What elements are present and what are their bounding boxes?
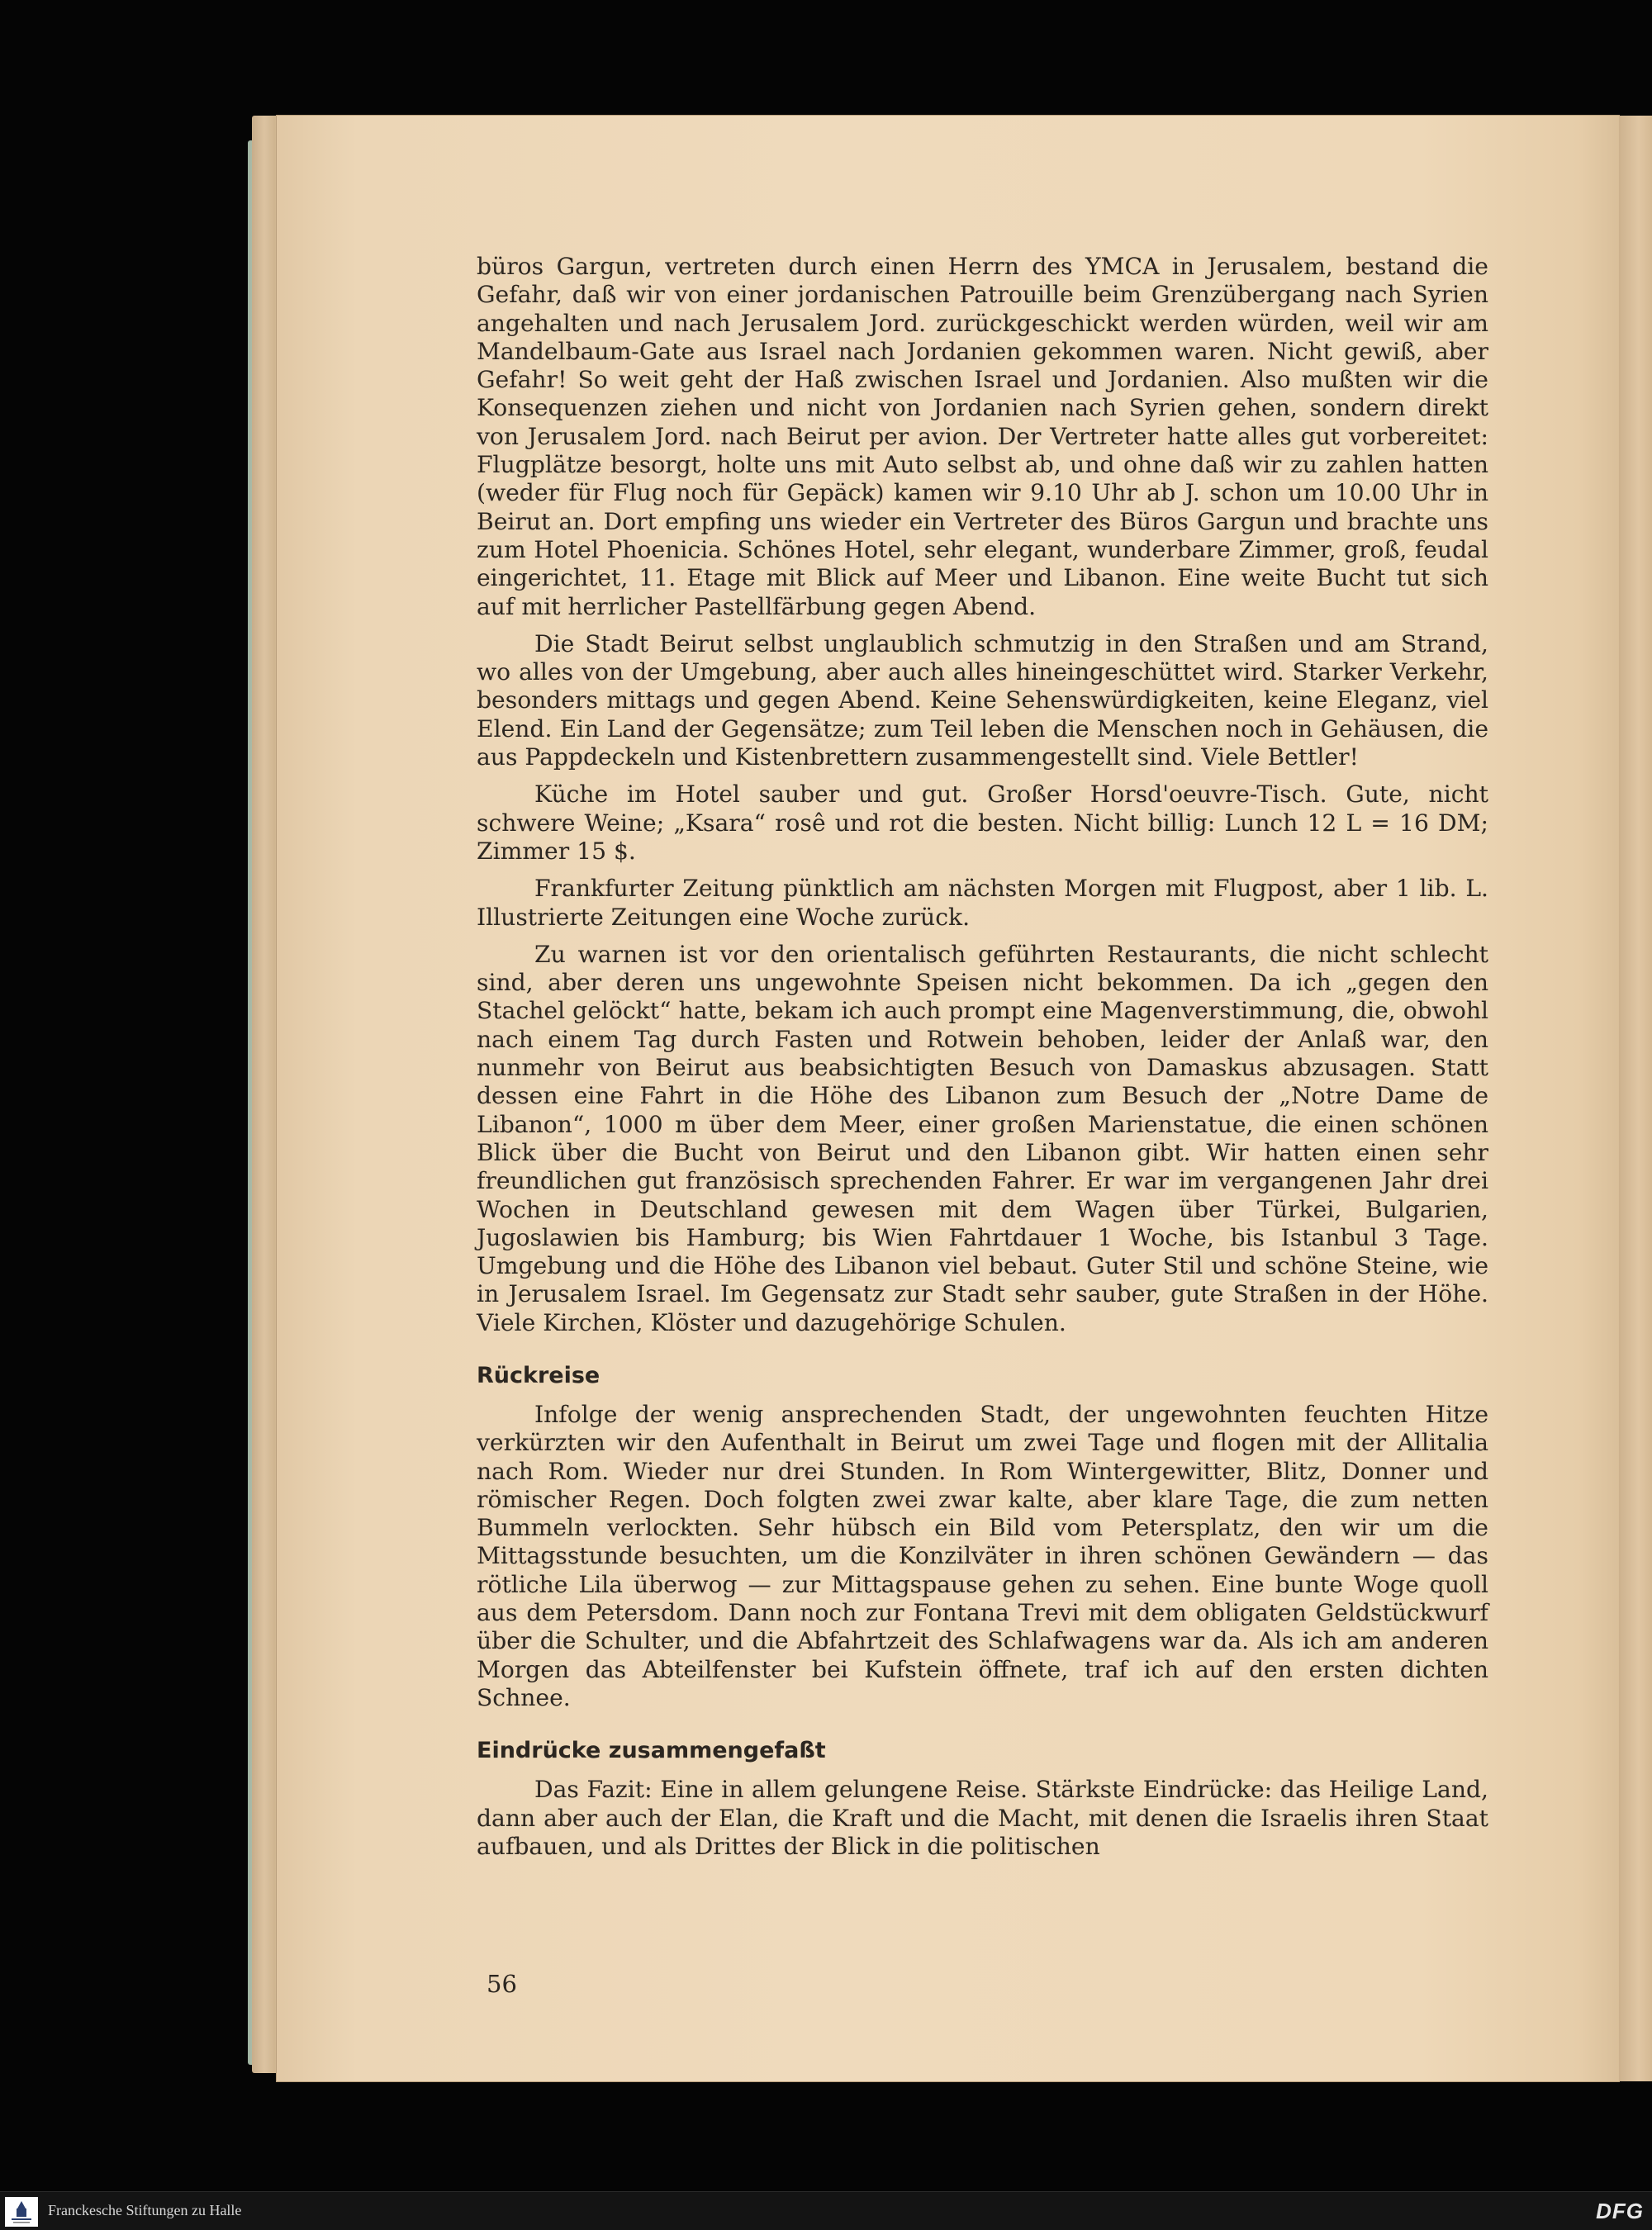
paragraph: Zu warnen ist vor den orientalisch geführten Restaurants, die nicht schlecht sind, aber deren uns ungewohnte Speisen nicht bekommen. Da ich „gegen den Stachel gelöckt“ hatte, bekam ich auch prompt eine Magenverstimmung, die, obwohl nach einem Tag durch Fasten und Rotwein behoben, leider der Anlaß war, den nunmehr von Beirut aus beabsichtigten Besuch von Damaskus abzusagen. Statt dessen eine Fahrt in die Höhe des Libanon zum Besuch der „Notre Dame de Libanon“, 1000 m über dem Meer, einer großen Marienstatue, die einen schönen Blick über die Bucht von Beirut und den Libanon gibt. Wir hatten einen sehr freundlichen gut französisch sprechenden Fahrer. Er war im vergangenen Jahr drei Wochen in Deutschland gewesen mit dem Wagen über Türkei, Bulgarien, Jugoslawien bis Hamburg; bis Wien Fahrtdauer 1 Woche, bis Istanbul 3 Tage. Umgebung und die Höhe des Libanon viel bebaut. Guter Stil und schöne Steine, wie in Jerusalem Israel. Im Gegensatz zur Stadt sehr sauber, gute Straßen in der Höhe. Viele Kirchen, Klöster und dazugehörige Schulen. — [477, 940, 1488, 1336]
paragraph: Die Stadt Beirut selbst unglaublich schmutzig in den Straßen und am Strand, wo alles von der Umgebung, aber auch alles hineingeschüttet wird. Starker Verkehr, besonders mittags und gegen Abend. Keine Sehenswürdigkeiten, keine Eleganz, viel Elend. Ein Land der Gegensätze; zum Teil leben die Menschen noch in Gehäusen, die aus Pappdeckeln und Kistenbrettern zusammengestellt sind. Viele Bettler! — [477, 629, 1488, 771]
facing-page-edge — [1619, 116, 1652, 2081]
page-text — [477, 253, 1488, 1861]
dfg-logo[interactable]: DFG — [1596, 2199, 1644, 2223]
paragraph: Frankfurter Zeitung pünktlich am nächsten Morgen mit Flugpost, aber 1 lib. L. Illustrierte Zeitungen eine Woche zurück. — [477, 875, 1488, 931]
paragraph: Das Fazit: Eine in allem gelungene Reise. Stärkste Eindrücke: das Heilige Land, dann aber auch der Elan, die Kraft und die Macht, mit denen die Israelis ihren Staat aufbauen, und als Drittes der Blick in die politischen — [477, 1776, 1488, 1860]
section-heading-rueckreise: Rückreise — [477, 1362, 601, 1388]
viewer-footer — [0, 2191, 1652, 2230]
paragraph: Küche im Hotel sauber und gut. Großer Horsd'oeuvre-Tisch. Gute, nicht schwere Weine; „Ksara“ rosê und rot die besten. Nicht billig: Lunch 12 L = 16 DM; Zimmer 15 $. — [477, 780, 1488, 865]
paragraph: Infolge der wenig ansprechenden Stadt, der ungewohnten feuchten Hitze verkürzten wir den Aufenthalt in Beirut um zwei Tage und flogen mit der Allitalia nach Rom. Wieder nur drei Stunden. In Rom Wintergewitter, Blitz, Donner und römischer Regen. Doch folgten zwei zwar kalte, aber klare Tage, die zum netten Bummeln verlockten. Sehr hübsch ein Bild vom Petersplatz, den wir um die Mittagsstunde besuchten, um die Konzilväter in ihren schönen Gewändern — das rötliche Lila überwog — zur Mittagspause gehen zu sehen. Eine bunte Woge quoll aus dem Petersdom. Dann noch zur Fontana Trevi mit dem obligaten Geldstückwurf über die Schulter, und die Abfahrtzeit des Schlafwagens war da. Als ich am anderen Morgen das Abteilfenster bei Kufstein öffnete, traf ich auf den ersten dichten Schnee. — [477, 1400, 1488, 1711]
page-number: 56 — [487, 1970, 517, 1998]
paragraph: büros Gargun, vertreten durch einen Herrn des YMCA in Jerusalem, bestand die Gefahr, daß wir von einer jordanischen Patrouille beim Grenzübergang nach Syrien angehalten und nach Jerusalem Jord. zurückgeschickt werden würden, weil wir am Mandelbaum-Gate aus Israel nach Jordanien gekommen waren. Nicht gewiß, aber Gefahr! So weit geht der Haß zwischen Israel und Jordanien. Also mußten wir die Konsequenzen ziehen und nicht von Jordanien nach Syrien gehen, sondern direkt von Jerusalem Jord. nach Beirut per avion. Der Vertreter hatte alles gut vorbereitet: Flugplätze besorgt, holte uns mit Auto selbst ab, und ohne daß wir zu zahlen hatten (weder für Flug noch für Gepäck) kamen wir 9.10 Uhr ab J. schon um 10.00 Uhr in Beirut an. Dort empfing uns wieder ein Vertreter des Büros Gargun und brachte uns zum Hotel Phoenicia. Schönes Hotel, sehr elegant, wunderbare Zimmer, groß, feudal eingerichtet, 11. Etage mit Blick auf Meer und Libanon. Eine weite Bucht tut sich auf mit herrlicher Pastellfärbung gegen Abend. — [477, 253, 1488, 620]
institution-label[interactable]: Franckesche Stiftungen zu Halle — [48, 2202, 242, 2218]
institution-logo-icon — [5, 2197, 38, 2227]
section-heading-eindruecke: Eindrücke zusammengefaßt — [477, 1738, 826, 1764]
